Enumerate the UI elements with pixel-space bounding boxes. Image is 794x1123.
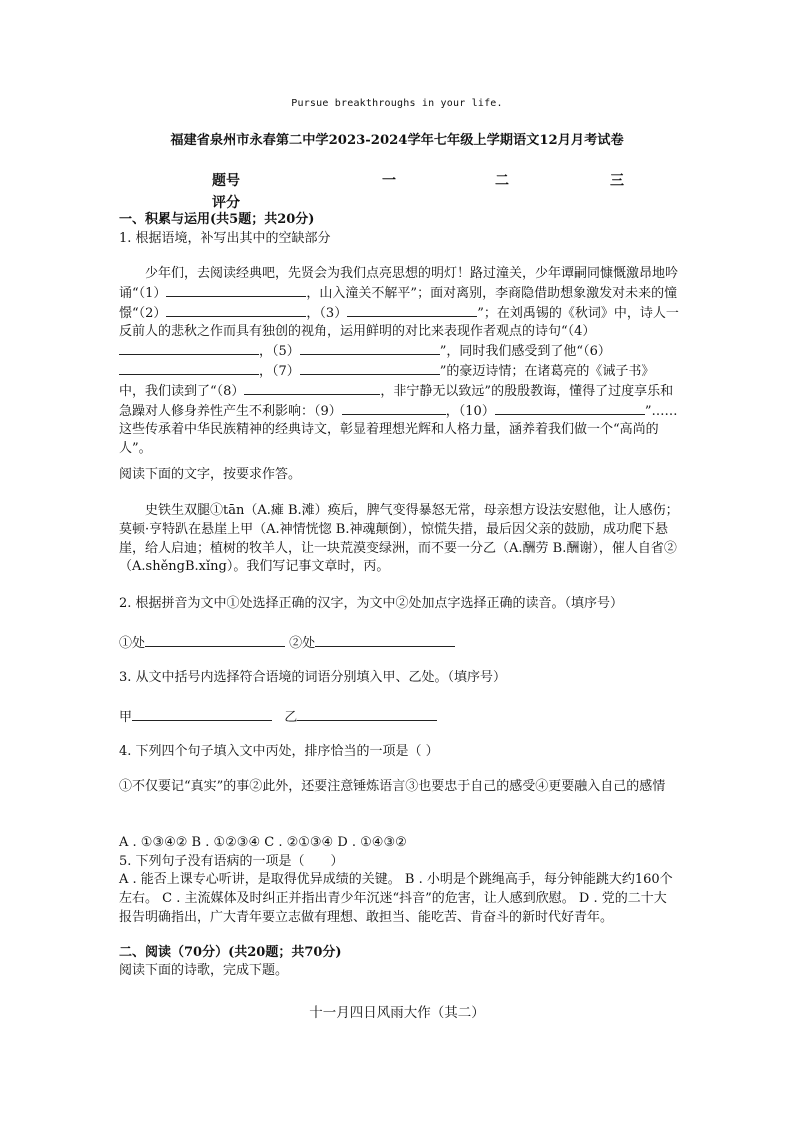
score-label-question: 题号: [212, 173, 240, 189]
score-col-1: 一: [382, 173, 396, 189]
passage-1-part: ，（7）: [259, 363, 300, 379]
blank-6[interactable]: [119, 362, 259, 375]
score-col-3: 三: [610, 173, 624, 189]
q2-blank-1[interactable]: [145, 634, 285, 647]
question-4: 4. 下列四个句子填入文中丙处，排序恰当的一项是（ ）: [119, 744, 439, 759]
blank-8[interactable]: [244, 382, 380, 395]
blank-3[interactable]: [347, 304, 477, 317]
passage-1-part: ”，同时我们感受到了他“（6）: [439, 344, 611, 360]
blank-9[interactable]: [342, 402, 446, 415]
q4-choices: A . ①③④② B . ①②③④ C . ②①③④ D . ①④③②: [119, 835, 407, 850]
question-5: 5. 下列句子没有语病的一项是（ ）: [119, 854, 344, 869]
passage-1-part: ”的豪迈诗情；在诸葛亮的《诫子书》中，我们读到了“（8）: [119, 363, 655, 399]
score-table: [212, 170, 672, 214]
score-label-grade: 评分: [212, 195, 240, 211]
blank-4[interactable]: [119, 342, 259, 355]
q2-blank-2[interactable]: [315, 634, 455, 647]
q3-blank-1[interactable]: [132, 708, 272, 721]
header-motto: Pursue breakthroughs in your life.: [291, 98, 503, 109]
blank-10[interactable]: [495, 402, 645, 415]
passage-1-part: ，（10）: [445, 403, 495, 419]
exam-title: 福建省泉州市永春第二中学2023-2024学年七年级上学期语文12月月考试卷: [170, 133, 624, 148]
q4-options: ①不仅要记“真实”的事②此外，还要注意锤炼语言③也要忠于自己的感受④更要融入自己的感情: [119, 779, 666, 794]
section2-prompt: 阅读下面的诗歌，完成下题。: [119, 963, 289, 978]
poem-title: 十一月四日风雨大作（其二）: [309, 1005, 485, 1021]
question-3: 3. 从文中括号内选择符合语境的词语分别填入甲、乙处。（填序号）: [119, 670, 507, 685]
passage-1: [119, 265, 679, 459]
passage-1-part: ”……这些传承着中华民族精神的经典诗文，彰显着理想光辉和人格力量，涵养着我们做一个“高尚的人”。: [119, 403, 678, 457]
q3-blank-2[interactable]: [297, 708, 437, 721]
q5-choices: A . 能否上课专心听讲，是取得优异成绩的关键。 B . 小明是个跳绳高手，每分钟能跳大约160个左右。 C . 主流媒体及时纠正并指出青少年沉迷“抖音”的危害，让人感到欣慰。 D . 党的二十大报告明确指出，广大青年要立志做有理想、敢担当、能吃苦、肯奋斗的新时代好青年。: [119, 872, 673, 925]
q3-label-1: 甲: [119, 710, 133, 725]
score-col-2: 二: [495, 173, 509, 189]
blank-2[interactable]: [166, 304, 306, 317]
passage-1-part: ，非宁静无以致远”的殷殷教诲，懂得了过度享乐和急躁对人修身养性产生不利影响：（9）: [119, 383, 674, 419]
question-1: 1. 根据语境，补写出其中的空缺部分: [119, 231, 331, 246]
question-2: 2. 根据拼音为文中①处选择正确的汉字，为文中②处加点字选择正确的读音。（填序号）: [119, 596, 624, 611]
passage-1-part: ，（3）: [306, 305, 348, 321]
passage-1-part: ，（5）: [259, 344, 300, 360]
blank-1[interactable]: [166, 284, 306, 297]
passage-1-part: ，山入潼关不解平”；面对离别，李商隐借助想象激发对未来的憧憬“（2）: [119, 285, 678, 321]
passage-2: 史铁生双腿①tān（A.瘫 B.滩）痪后，脾气变得暴怒无常，母亲想方设法安慰他，让人感伤；莫顿·亨特趴在悬崖上甲（A.神情恍惚 B.神魂颠倒），惊慌失措，最后因父亲的鼓励，成功爬下悬崖，给人启迪；植树的牧羊人，让一块荒漠变绿洲，而不要一分乙（A.酬劳 B.酬谢），催人自省②（A.shěngB.xǐng）。我们写记事文章时，丙。: [119, 503, 679, 575]
q3-answer-row: [119, 706, 437, 725]
passage-1-part: ”；在刘禹锡的《秋词》中，诗人一反前人的悲秋之作而具有独创的视角，运用鲜明的对比来表现作者观点的诗句“（4）: [119, 305, 679, 340]
q2-answer-row: [119, 632, 455, 651]
read-prompt: 阅读下面的文字，按要求作答。: [119, 467, 302, 482]
q2-label-2: ②处: [289, 636, 316, 651]
section2-heading: 二、阅读（70分）(共20题；共70分): [119, 945, 342, 960]
blank-5[interactable]: [300, 342, 440, 355]
section1-heading: 一、积累与运用(共5题；共20分): [119, 212, 315, 227]
q2-label-1: ①处: [119, 636, 146, 651]
passage-1-part: 少年们，去阅读经典吧，先贤会为我们点亮思想的明灯！路过潼关，少年谭嗣同慷慨激昂地吟诵“（1）: [119, 266, 679, 301]
blank-7[interactable]: [300, 362, 440, 375]
q3-label-2: 乙: [284, 710, 298, 725]
score-row-question: [212, 170, 672, 192]
